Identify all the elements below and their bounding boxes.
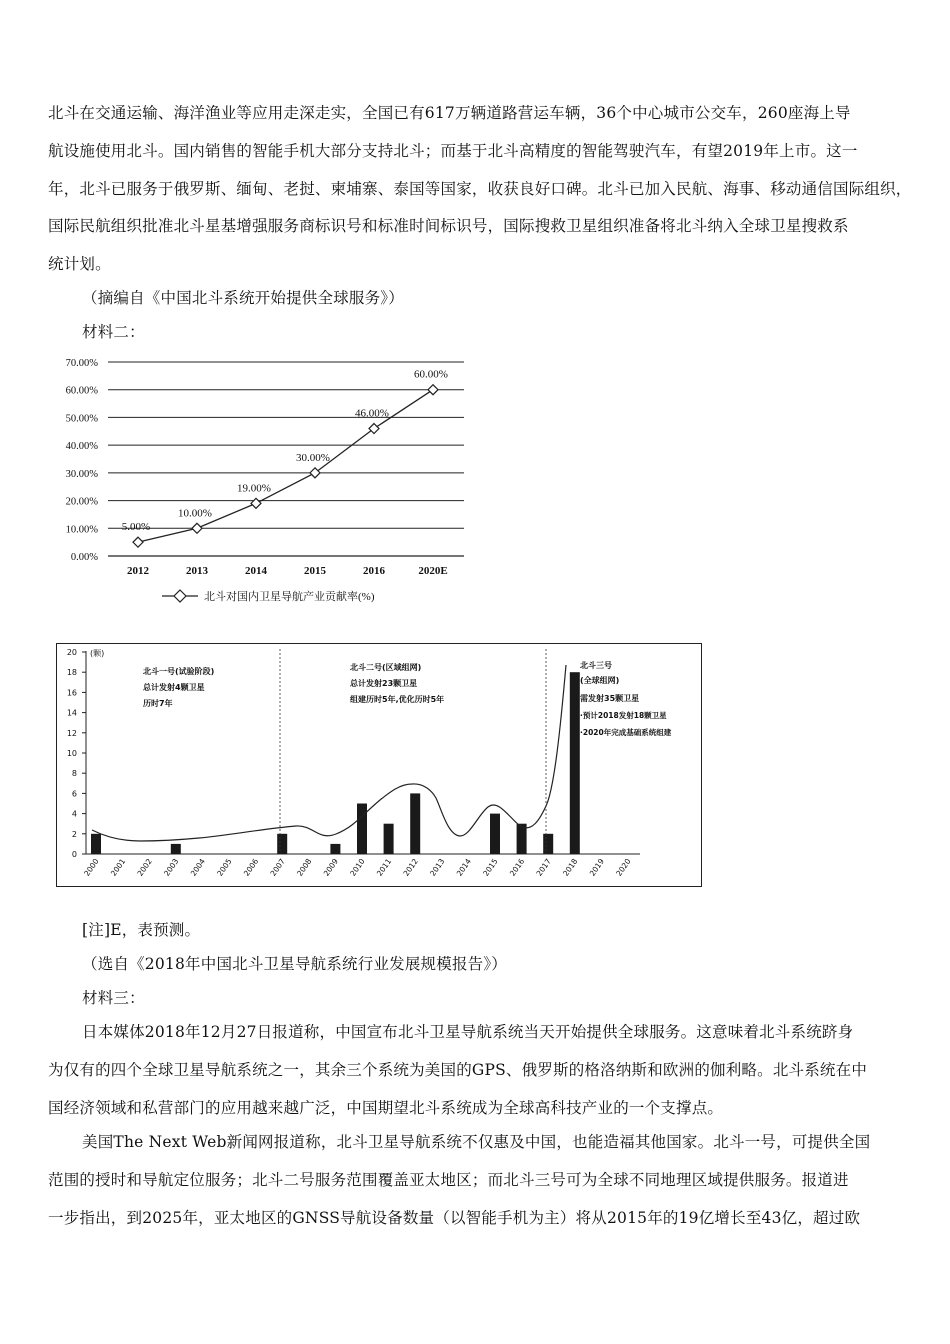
material3-line-1: 日本媒体2018年12月27日报道称，中国宣布北斗卫星导航系统当天开始提供全球服务。这意味着北斗系统跻身 [82,1023,854,1041]
bar-chart-y-tick-label: 6 [71,789,77,799]
bar-chart-y-tick-label: 4 [71,809,77,819]
legend-diamond-icon [174,590,186,602]
material3-line-3: 国经济领域和私营部门的应用越来越广泛，中国期望北斗系统成为全球高科技产业的一个支撑点。 [48,1099,724,1117]
line-chart-y-tick-label: 20.00% [65,496,98,508]
line-chart-point [369,424,379,434]
line-chart-point [428,385,438,395]
line-chart-y-ticks [66,358,99,563]
phase2-line-1: 北斗二号(区域组网) [350,663,422,672]
phase1-line-3: 历时7年 [143,699,173,708]
bar-chart-x-tick-label: 2009 [321,856,341,878]
phase3-line-1: 北斗三号 [580,661,612,670]
bar-chart-y-ticks [67,648,86,859]
bar-chart-bar [410,793,420,854]
line-chart-data-label: 19.00% [237,482,271,495]
line-chart-y-tick-label: 60.00% [65,385,98,397]
bar-chart-y-tick-label: 20 [66,648,77,657]
phase3-line-5: ·2020年完成基础系统组建 [580,728,672,737]
line-chart-x-tick-label: 2020E [418,565,448,577]
line-chart-y-tick-label: 10.00% [65,524,98,536]
material2-source: （选自《2018年中国北斗卫星导航系统行业发展规模报告》） [82,955,507,973]
bar-chart-x-tick-label: 2001 [108,856,128,878]
bar-chart-x-tick-label: 2015 [481,856,500,878]
line-chart-legend-label: 北斗对国内卫星导航产业贡献率(%) [204,591,375,603]
bar-chart-x-tick-label: 2019 [587,856,607,878]
line-chart-data-label: 10.00% [178,507,212,520]
material1-line-3: 年，北斗已服务于俄罗斯、缅甸、老挝、柬埔寨、泰国等国家，收获良好口碑。北斗已加入民航、海事、移动通信国际组织， [48,180,912,198]
line-chart-x-ticks [127,565,448,577]
line-chart-y-tick-label: 40.00% [65,441,98,453]
line-chart-x-tick-label: 2014 [245,565,267,577]
line-chart-x-tick-label: 2013 [186,565,208,577]
bar-chart-y-tick-label: 12 [66,728,77,738]
bar-chart-x-tick-label: 2014 [454,856,474,878]
line-chart-y-tick-label: 70.00% [65,358,98,369]
phase1-annotation [142,666,214,708]
line-chart-x-tick-label: 2015 [304,565,326,577]
bar-chart-y-tick-label: 14 [66,708,77,718]
bar-chart-bar [384,824,394,854]
line-chart-x-tick-label: 2012 [127,565,149,577]
bar-chart-x-ticks [82,857,632,878]
bar-chart-bar [490,814,500,854]
material2-note: [注]E，表预测。 [82,921,201,939]
line-chart-data-label: 30.00% [296,451,330,464]
bar-chart-x-tick-label: 2013 [428,856,447,878]
bar-chart-y-tick-label: 8 [71,769,77,779]
bar-chart-x-tick-label: 2006 [241,856,261,878]
material1-line-2: 航设施使用北斗。国内销售的智能手机大部分支持北斗；而基于北斗高精度的智能驾驶汽车，有望2019年上市。这一 [48,142,858,160]
bar-chart-y-tick-label: 10 [66,749,77,758]
bar-chart-bar [543,834,553,854]
material3-line-6: 一步指出，到2025年，亚太地区的GNSS导航设备数量（以智能手机为主）将从2015年的19亿增长至43亿，超过欧 [48,1209,861,1227]
phase3-line-4: ·预计2018发射18颗卫星 [580,711,667,720]
satellite-launch-bar-chart [56,643,702,887]
bar-chart-x-tick-label: 2004 [188,856,208,878]
material1-line-5: 统计划。 [48,255,111,273]
bar-chart-x-tick-label: 2002 [135,856,154,878]
bar-chart-x-tick-label: 2018 [561,856,580,878]
bar-chart-x-tick-label: 2011 [374,856,394,878]
phase3-line-2: (全球组网) [580,676,620,685]
bar-chart-y-tick-label: 16 [66,688,77,698]
line-chart-point [192,523,202,533]
phase1-line-2: 总计发射4颗卫星 [143,683,205,692]
material3-line-4: 美国The Next Web新闻网报道称，北斗卫星导航系统不仅惠及中国，也能造福其他国家。北斗一号，可提供全国 [82,1133,871,1151]
line-chart-x-tick-label: 2016 [363,565,385,577]
line-chart-points [133,385,438,547]
line-chart-legend [162,589,375,603]
phase2-annotation [350,662,444,704]
line-chart-data-label: 46.00% [355,407,389,420]
bar-chart-y-tick-label: 18 [66,668,77,678]
bar-chart-bar [277,834,287,854]
bar-chart-x-tick-label: 2005 [215,856,234,878]
material1-line-1: 北斗在交通运输、海洋渔业等应用走深走实，全国已有617万辆道路营运车辆，36个中心城市公交车，260座海上导 [48,104,851,122]
bar-chart-bar [357,804,367,855]
bar-chart-y-tick-label: 2 [71,829,77,839]
line-chart-y-tick-label: 30.00% [65,468,98,480]
bar-chart-x-tick-label: 2012 [401,856,420,878]
bar-chart-bar [330,844,340,854]
line-chart-point [251,498,261,508]
contribution-line-chart [50,350,490,612]
line-chart-data-label: 5.00% [121,521,151,534]
phase1-line-1: 北斗一号(试验阶段) [143,667,215,676]
line-chart-point [310,468,320,478]
bar-chart-bar [570,672,580,854]
material2-heading: 材料二： [82,323,145,341]
material3-line-5: 范围的授时和导航定位服务；北斗二号服务范围覆盖亚太地区；而北斗三号可为全球不同地理区域提供服务。报道进 [48,1171,849,1189]
line-chart-data-labels [122,369,448,533]
bar-chart-x-tick-label: 2017 [534,856,553,878]
bar-chart-y-unit: (颗) [90,649,105,658]
bar-chart-bar [171,844,181,854]
bar-chart-x-tick-label: 2008 [295,856,314,878]
phase2-line-2: 总计发射23颗卫星 [350,679,418,688]
material1-source: （摘编自《中国北斗系统开始提供全球服务》） [82,289,404,307]
line-chart-point [133,537,143,547]
bar-chart-x-tick-label: 2003 [162,856,181,878]
phase3-annotation [580,660,672,737]
bar-chart-y-tick-label: 0 [71,850,77,859]
bar-chart-x-tick-label: 2000 [82,856,101,878]
bar-chart-x-tick-label: 2016 [507,856,527,878]
bar-chart-bar [91,834,101,854]
material1-line-4: 国际民航组织批准北斗星基增强服务商标识号和标准时间标识号，国际搜救卫星组织准备将北斗纳入全球卫星搜救系 [48,217,849,235]
line-chart-y-tick-label: 0.00% [70,552,98,563]
phase2-line-3: 组建历时5年,优化历时5年 [350,695,445,704]
bar-chart-x-tick-label: 2007 [268,856,287,878]
phase3-line-3: 需发射35颗卫星 [580,694,640,703]
bar-chart-x-tick-label: 2010 [348,856,367,878]
line-chart-y-tick-label: 50.00% [65,413,98,425]
material3-line-2: 为仅有的四个全球卫星导航系统之一，其余三个系统为美国的GPS、俄罗斯的格洛纳斯和欧洲的伽利略。北斗系统在中 [48,1061,868,1079]
material3-heading: 材料三： [82,989,145,1007]
line-chart-grid [108,362,464,556]
bar-chart-x-tick-label: 2020 [614,856,633,878]
line-chart-data-label: 60.00% [414,368,448,381]
